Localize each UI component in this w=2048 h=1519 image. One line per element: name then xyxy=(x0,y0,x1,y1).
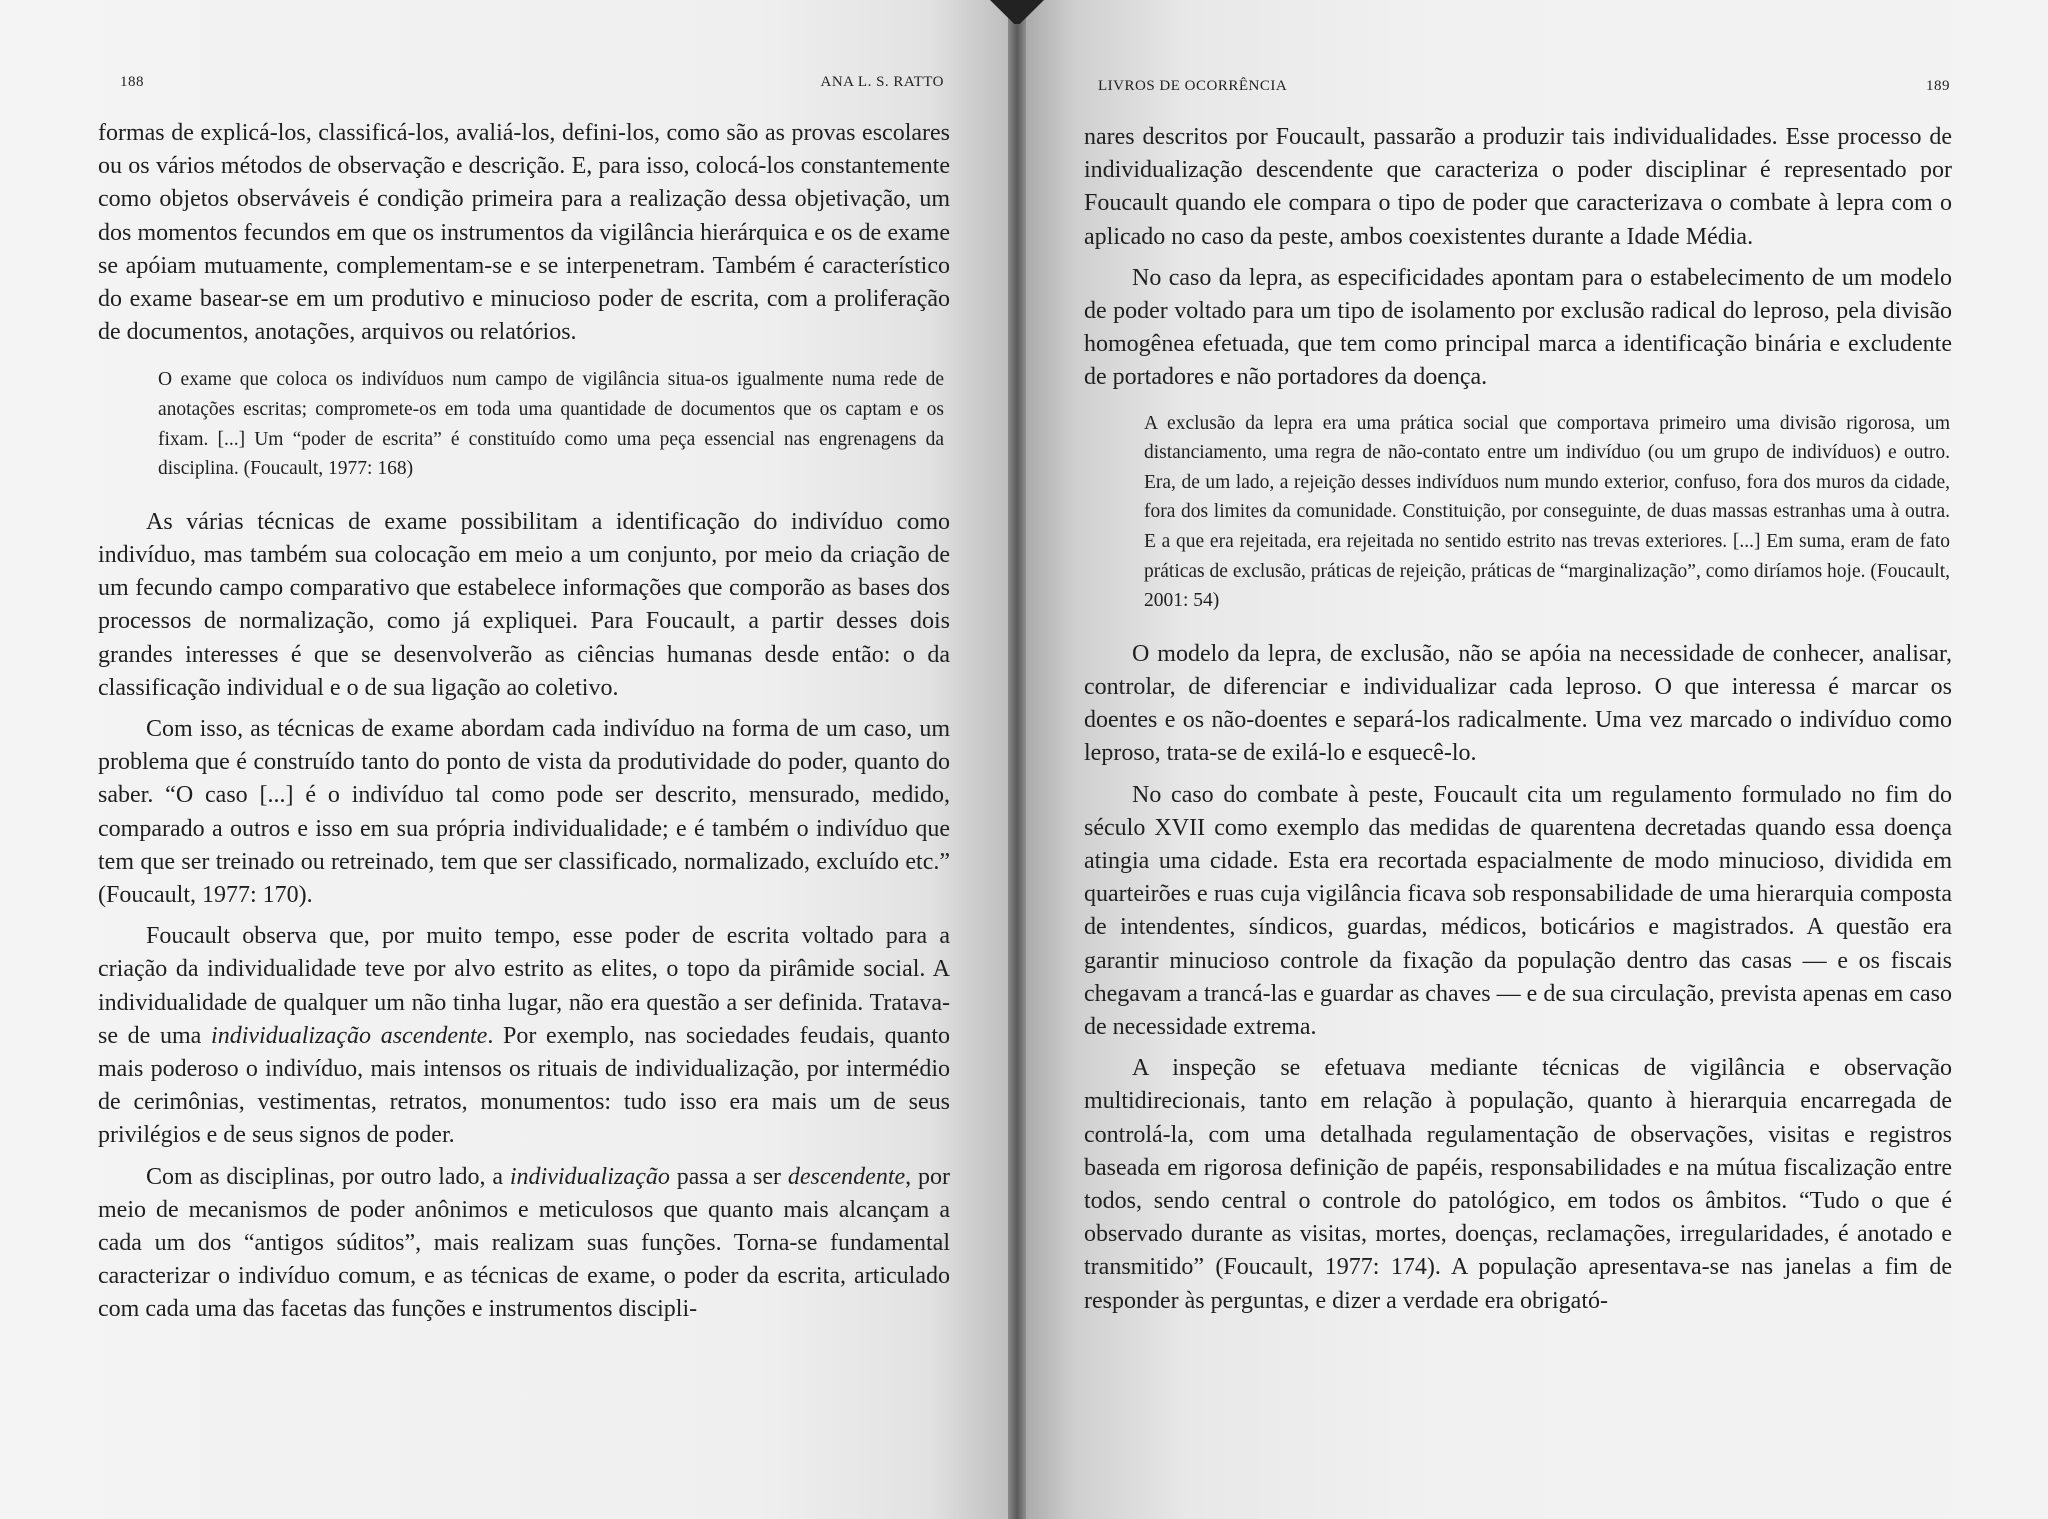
left-paragraph-2: As várias técnicas de exame possibilitam a identificação do indivíduo como indivíduo, mas também sua colocação em meio a um conjunto, por meio da criação de um fecundo campo comparativo que estabelece informações que comporão as bases dos processos de normalização, como já expliquei. Para Foucault, a partir desses dois grandes interesses é que se desenvolverão as ciências humanas desde então: o da classificação individual e o de sua ligação ao coletivo. xyxy=(98,508,950,701)
left-block-quote: O exame que coloca os indivíduos num campo de vigilância situa-os igualmente numa rede de anotações escritas; compromete-os em toda uma quantidade de documentos que os captam e os fixam. [...] Um “poder de escrita” é constituído como uma peça essencial nas engrenagens da disciplina. (Foucault, 1977: 168) xyxy=(158,369,944,480)
right-paragraph-2: No caso da lepra, as especificidades apontam para o estabelecimento de um modelo de poder voltado para um tipo de isolamento por exclusão radical do leproso, pela divisão homogênea efetuada, que tem como principal marca a identificação binária e excludente de portadores e não portadores da doença. xyxy=(1084,264,1952,391)
left-paragraph-4-emphasis: individualização ascendente xyxy=(211,1022,488,1049)
left-paragraph-3: Com isso, as técnicas de exame abordam cada indivíduo na forma de um caso, um problema que é construído tanto do ponto de vista da produtividade do poder, quanto do saber. “O caso [...] é o indivíduo tal como pode ser descrito, mensurado, medido, comparado a outros e isso em sua própria individualidade; e é também o indivíduo que tem que ser treinado ou retreinado, tem que ser classificado, normalizado, excluído etc.” (Foucault, 1977: 170). xyxy=(98,716,950,909)
right-paragraph-3: O modelo da lepra, de exclusão, não se apóia na necessidade de conhecer, analisar, controlar, de diferenciar e individualizar cada leproso. O que interessa é marcar os doentes e os não-doentes e separá-los radicalmente. Uma vez marcado o indivíduo como leproso, trata-se de exilá-lo e esquecê-lo. xyxy=(1084,640,1952,767)
left-paragraph-1: formas de explicá-los, classificá-los, avaliá-los, defini-los, como são as provas escolares ou os vários métodos de observação e descrição. E, para isso, colocá-los constantemente como objetos observáveis é condição primeira para a realização dessa objetivação, um dos momentos fecundos em que os instrumentos da vigilância hierárquica e os de exame se apóiam mutuamente, complementam-se e se interpenetram. Também é característico do exame basear-se em um produtivo e minucioso poder de escrita, com a proliferação de documentos, anotações, arquivos ou relatórios. xyxy=(98,120,950,346)
left-paragraph-5-emphasis-1: individualização xyxy=(509,1163,670,1190)
right-paragraph-5: A inspeção se efetuava mediante técnicas de vigilância e observação multidirecionais, tanto em relação à população, quanto à hierarquia encarregada de controlá-la, com uma detalhada regulamentação de observações, visitas e registros baseada em rigorosa definição de papéis, responsabilidades e na mútua fiscalização entre todos, sendo central o controle do patológico, em todos os âmbitos. “Tudo o que é observado durante as visitas, mortes, doenças, reclamações, irregularidades, é anotado e transmitido” (Foucault, 1977: 174). A população apresentava-se nas janelas a fim de responder às perguntas, e dizer a verdade era obrigató- xyxy=(1084,1055,1952,1314)
left-paragraph-4 xyxy=(98,920,950,1152)
left-paragraph-5-text-a: Com as disciplinas, por outro lado, a xyxy=(146,1163,510,1190)
left-paragraph-4-text-a: Foucault observa que, por muito tempo, esse poder de escrita voltado para a criação da individualidade teve por alvo estrito as elites, o topo da pirâmide social. A individualidade de qualquer um não tinha lugar, não era questão a ser definida. Tratava-se de uma xyxy=(98,923,950,1049)
left-paragraph-5-emphasis-2: descendente xyxy=(787,1163,906,1190)
right-page-number: 189 xyxy=(1926,78,1950,94)
right-paragraph-4: No caso do combate à peste, Foucault cita um regulamento formulado no fim do século XVII como exemplo das medidas de quarentena decretadas quando essa doença atingia uma cidade. Esta era recortada espacialmente de modo minucioso, dividida em quarteirões e ruas cuja vigilância ficava sob responsabilidade de uma hierarquia composta de intendentes, síndicos, guardas, médicos, boticários e magistrados. A questão era garantir minucioso controle da fixação da população dentro das casas — e os fiscais chegavam a trancá-las e guardar as chaves — e de sua circulação, prevista apenas em caso de necessidade extrema. xyxy=(1084,781,1952,1041)
right-block-quote: A exclusão da lepra era uma prática social que comportava primeiro uma divisão rigorosa, um distanciamento, uma regra de não-contato entre um indivíduo (ou um grupo de indivíduos) e outro. Era, de um lado, a rejeição desses indivíduos num mundo exterior, confuso, fora dos muros da cidade, fora dos limites da comunidade. Constituição, por conseguinte, de duas massas estranhas uma à outra. E a que era rejeitada, era rejeitada no sentido estrito nas trevas exteriores. [...] Em suma, eram de fato práticas de exclusão, práticas de rejeição, práticas de “marginalização”, como diríamos hoje. (Foucault, 2001: 54) xyxy=(1144,412,1950,612)
left-paragraph-5-text-b: passa a ser xyxy=(669,1163,788,1190)
left-body-text xyxy=(98,117,950,1327)
left-running-title: ANA L. S. RATTO xyxy=(820,74,944,90)
left-paragraph-4-text-b: . Por exemplo, nas sociedades feudais, quanto mais poderoso o indivíduo, mais intensos os rituais de individualização, por intermédio de cerimônias, vestimentas, retratos, monumentos: tudo isso era mais um de seus privilégios e de seus signos de poder. xyxy=(98,1022,950,1149)
left-page xyxy=(0,0,1010,1519)
right-running-title: LIVROS DE OCORRÊNCIA xyxy=(1098,78,1288,94)
right-running-head xyxy=(1084,62,1952,95)
right-paragraph-1: nares descritos por Foucault, passarão a produzir tais individualidades. Esse processo de individualização descendente que caracteriza o poder disciplinar é representado por Foucault quando ele compara o tipo de poder que caracterizava o combate à lepra com o aplicado no caso da peste, ambos coexistentes durante a Idade Média. xyxy=(1084,124,1952,250)
left-page-number: 188 xyxy=(120,74,144,90)
left-running-head xyxy=(98,56,950,91)
right-body-text xyxy=(1084,121,1952,1318)
left-paragraph-5-text-c: , por meio de mecanismos de poder anônimos e meticulosos que quanto mais alcançam a cada um dos “antigos súditos”, mais realizam suas funções. Torna-se fundamental caracterizar o indivíduo comum, e as técnicas de exame, o poder da escrita, articulado com cada uma das facetas das funções e instrumentos discipli- xyxy=(98,1163,950,1323)
book-gutter xyxy=(1008,0,1026,1519)
right-page xyxy=(1024,0,2048,1519)
left-paragraph-5 xyxy=(98,1161,950,1327)
